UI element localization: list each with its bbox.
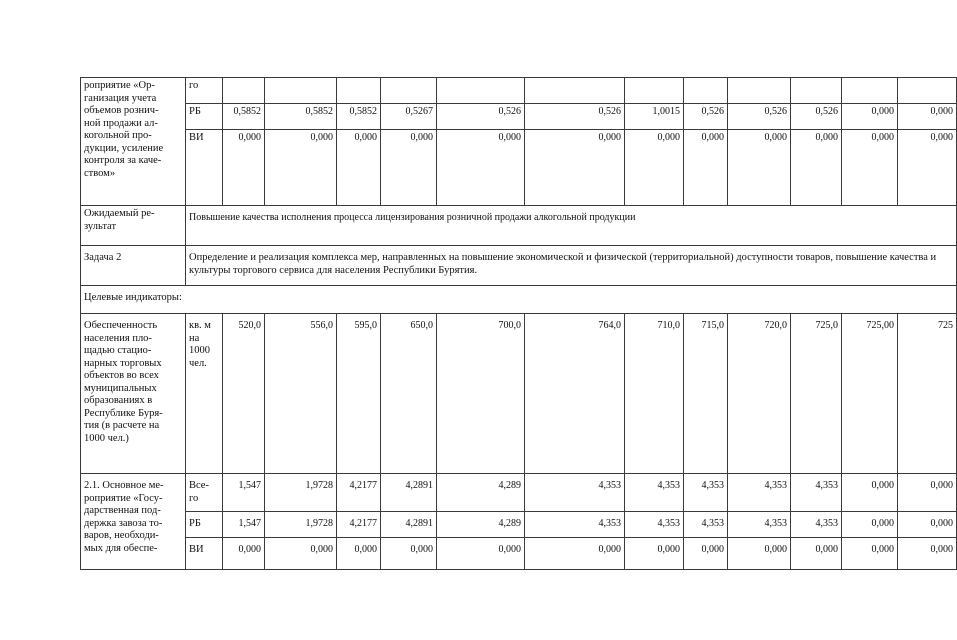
value-cell: 595,0 [337, 314, 381, 474]
indicator-unit-cell: кв. м на 1000 чел. [186, 314, 223, 474]
value-cell: 0,000 [842, 538, 898, 570]
value-cell: 4,353 [791, 512, 842, 538]
value-cell: 0,000 [337, 538, 381, 570]
value-cell: 0,000 [842, 474, 898, 512]
value-cell: 0,526 [684, 104, 728, 130]
value-cell: 4,353 [684, 512, 728, 538]
value-cell: 0,000 [337, 130, 381, 206]
value-cell: 4,353 [625, 474, 684, 512]
value-cell: 0,000 [842, 104, 898, 130]
value-cell: 0,000 [625, 538, 684, 570]
value-cell: 0,526 [525, 104, 625, 130]
value-cell: 0,000 [265, 538, 337, 570]
value-cell [265, 78, 337, 104]
table-row [81, 512, 957, 538]
value-cell: 0,000 [223, 130, 265, 206]
value-cell: 0,000 [525, 538, 625, 570]
funding-source-cell: Все- го [186, 474, 223, 512]
table-row [81, 130, 957, 206]
value-cell: 4,353 [525, 512, 625, 538]
value-cell: 0,000 [381, 130, 437, 206]
value-cell: 0,000 [437, 538, 525, 570]
value-cell: 4,353 [728, 474, 791, 512]
value-cell: 0,000 [898, 474, 957, 512]
value-cell: 700,0 [437, 314, 525, 474]
funding-source-cell: РБ [186, 512, 223, 538]
value-cell [437, 78, 525, 104]
value-cell: 0,000 [898, 538, 957, 570]
program-table [80, 77, 957, 570]
value-cell: 725,0 [791, 314, 842, 474]
task-label: Задача 2 [81, 246, 186, 286]
value-cell: 0,000 [684, 130, 728, 206]
value-cell: 0,000 [684, 538, 728, 570]
value-cell [625, 78, 684, 104]
value-cell: 0,000 [898, 512, 957, 538]
value-cell [337, 78, 381, 104]
event-name-cell: 2.1. Основное ме- роприятие «Госу- дарственная под- держка завоза то- варов, необходи- мых для обеспе- [81, 474, 186, 570]
value-cell: 1,9728 [265, 474, 337, 512]
funding-source-cell: РБ [186, 104, 223, 130]
table-row [81, 206, 957, 246]
table-row [81, 286, 957, 314]
value-cell: 1,547 [223, 512, 265, 538]
value-cell: 4,353 [791, 474, 842, 512]
value-cell [684, 78, 728, 104]
table-row [81, 314, 957, 474]
value-cell [842, 78, 898, 104]
value-cell: 0,000 [898, 104, 957, 130]
value-cell: 4,289 [437, 512, 525, 538]
value-cell: 710,0 [625, 314, 684, 474]
value-cell: 720,0 [728, 314, 791, 474]
value-cell: 0,000 [625, 130, 684, 206]
target-indicators-header: Целевые индикаторы: [81, 286, 957, 314]
table-row [81, 538, 957, 570]
value-cell: 0,5852 [223, 104, 265, 130]
value-cell: 0,000 [728, 130, 791, 206]
funding-source-cell: го [186, 78, 223, 104]
value-cell: 520,0 [223, 314, 265, 474]
value-cell: 4,353 [684, 474, 728, 512]
value-cell: 0,526 [728, 104, 791, 130]
value-cell [381, 78, 437, 104]
value-cell: 0,526 [437, 104, 525, 130]
value-cell: 4,2891 [381, 512, 437, 538]
expected-result-text: Повышение качества исполнения процесса лицензирования розничной продажи алкогольной продукции [186, 206, 957, 246]
value-cell [898, 78, 957, 104]
value-cell: 1,0015 [625, 104, 684, 130]
value-cell: 0,000 [898, 130, 957, 206]
value-cell: 725,00 [842, 314, 898, 474]
value-cell: 0,000 [791, 130, 842, 206]
value-cell [791, 78, 842, 104]
value-cell: 725 [898, 314, 957, 474]
table-row [81, 104, 957, 130]
value-cell: 1,547 [223, 474, 265, 512]
value-cell: 0,5852 [265, 104, 337, 130]
value-cell: 0,000 [728, 538, 791, 570]
value-cell: 4,2177 [337, 512, 381, 538]
funding-source-cell: ВИ [186, 538, 223, 570]
value-cell: 4,353 [625, 512, 684, 538]
indicator-name-cell: Обеспеченность населения пло- щадью стацио- нарных торговых объектов во всех муниципальных образованиях в Республике Буря- тия (в расчете на 1000 чел.) [81, 314, 186, 474]
task-text: Определение и реализация комплекса мер, направленных на повышение экономической и физической (территориальной) доступности товаров, повышение качества и культуры торгового сервиса для населения Республики Бурятия. [186, 246, 957, 286]
value-cell: 0,000 [842, 130, 898, 206]
value-cell: 4,2891 [381, 474, 437, 512]
value-cell: 0,5267 [381, 104, 437, 130]
value-cell: 0,5852 [337, 104, 381, 130]
funding-source-cell: ВИ [186, 130, 223, 206]
value-cell: 0,000 [437, 130, 525, 206]
value-cell: 0,000 [381, 538, 437, 570]
table-row [81, 246, 957, 286]
value-cell: 0,000 [265, 130, 337, 206]
value-cell: 0,000 [525, 130, 625, 206]
value-cell: 4,289 [437, 474, 525, 512]
value-cell: 0,000 [791, 538, 842, 570]
value-cell: 0,000 [842, 512, 898, 538]
table-row [81, 78, 957, 104]
table-row [81, 474, 957, 512]
value-cell: 556,0 [265, 314, 337, 474]
value-cell: 4,2177 [337, 474, 381, 512]
value-cell: 715,0 [684, 314, 728, 474]
expected-result-label: Ожидаемый ре- зультат [81, 206, 186, 246]
value-cell [223, 78, 265, 104]
value-cell: 4,353 [525, 474, 625, 512]
value-cell: 764,0 [525, 314, 625, 474]
value-cell [525, 78, 625, 104]
value-cell [728, 78, 791, 104]
value-cell: 650,0 [381, 314, 437, 474]
value-cell: 0,000 [223, 538, 265, 570]
event-name-cell: роприятие «Ор- ганизация учета объемов рознич- ной продажи ал- когольной про- дукции, усиление контроля за каче- ством» [81, 78, 186, 206]
value-cell: 0,526 [791, 104, 842, 130]
value-cell: 4,353 [728, 512, 791, 538]
value-cell: 1,9728 [265, 512, 337, 538]
